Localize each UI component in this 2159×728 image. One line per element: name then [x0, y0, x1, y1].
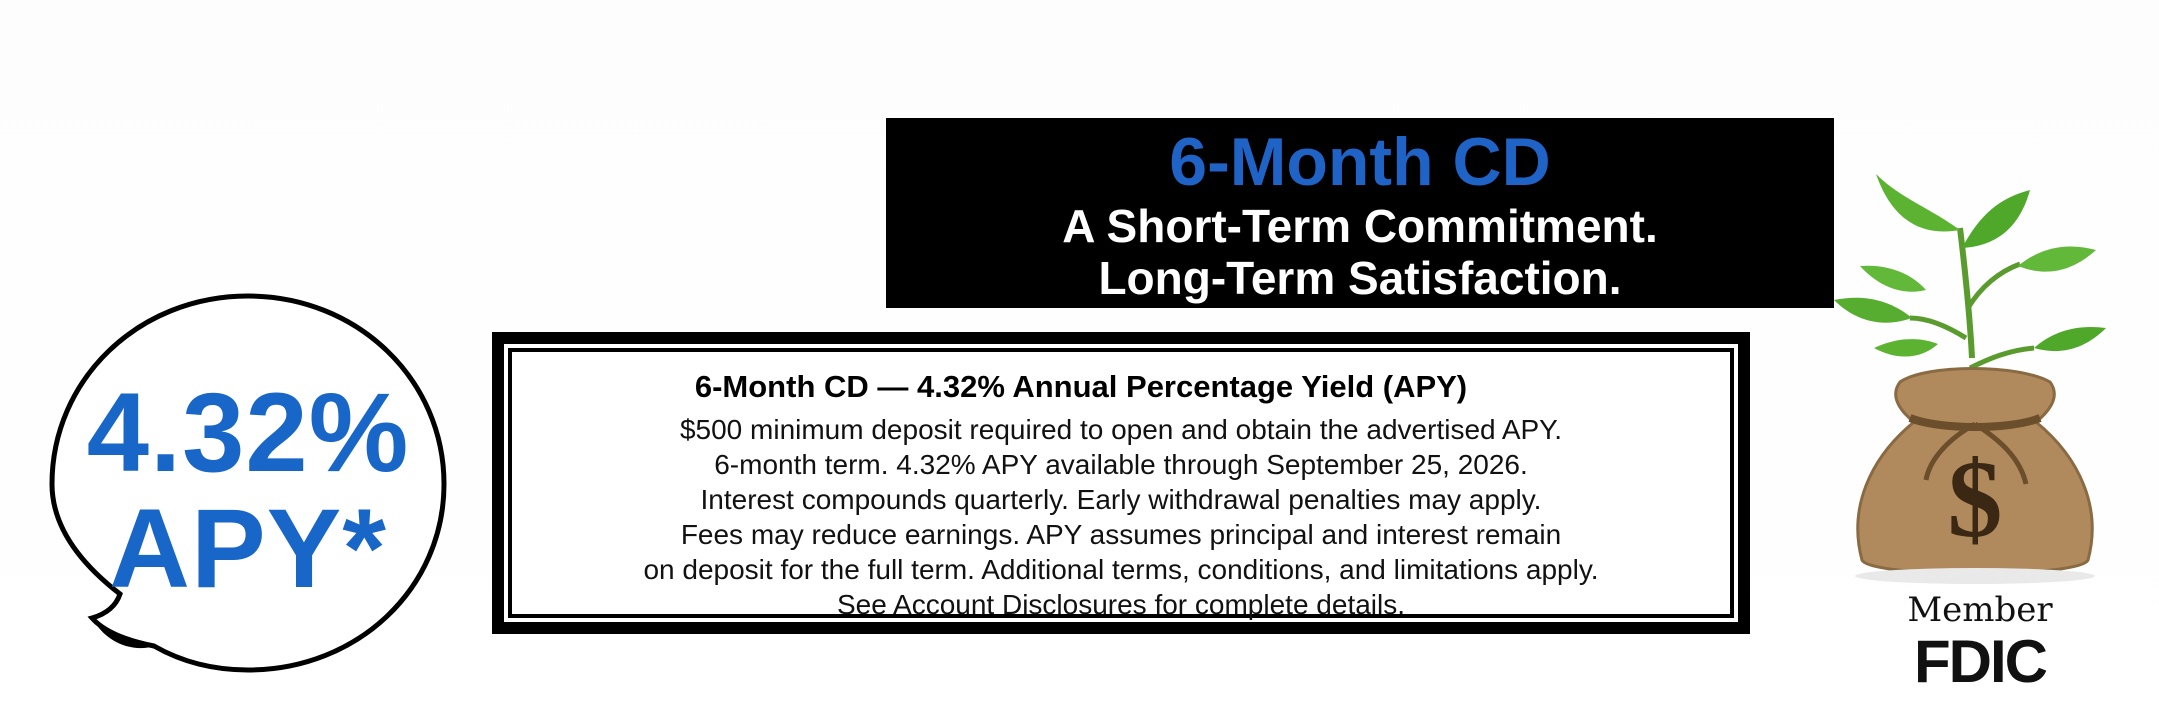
- apy-rate-badge: [46, 288, 450, 676]
- svg-text:$: $: [1947, 438, 2003, 560]
- fdic-member-text: Member: [1907, 590, 2053, 630]
- disclosure-box: [492, 332, 1750, 634]
- product-title: 6-Month CD: [1169, 124, 1551, 200]
- disclosure-line: Fees may reduce earnings. APY assumes principal and interest remain: [680, 519, 1562, 550]
- disclosure-line: on deposit for the full term. Additional terms, conditions, and limitations apply.: [643, 554, 1599, 585]
- fdic-member-logo: [1880, 590, 2080, 694]
- tagline-line-2: Long-Term Satisfaction.: [1098, 252, 1622, 304]
- disclosure-heading: 6-Month CD — 4.32% Annual Percentage Yield (APY): [694, 369, 1468, 404]
- disclosure-line: See Account Disclosures for complete details.: [836, 589, 1406, 620]
- fdic-text: FDIC: [1914, 628, 2046, 695]
- tagline-line-1: A Short-Term Commitment.: [1062, 200, 1658, 252]
- disclosure-line: Interest compounds quarterly. Early withdrawal penalties may apply.: [700, 484, 1542, 515]
- disclosure-line: $500 minimum deposit required to open and obtain the advertised APY.: [679, 414, 1563, 445]
- apy-label: APY*: [109, 486, 387, 611]
- plant-money-bag-icon: [1830, 168, 2120, 588]
- apy-rate-value: 4.32%: [86, 370, 410, 495]
- disclosure-line: 6-month term. 4.32% APY available through September 25, 2026.: [714, 449, 1528, 480]
- disclosure-text: [504, 412, 1738, 622]
- header-banner: [886, 118, 1834, 308]
